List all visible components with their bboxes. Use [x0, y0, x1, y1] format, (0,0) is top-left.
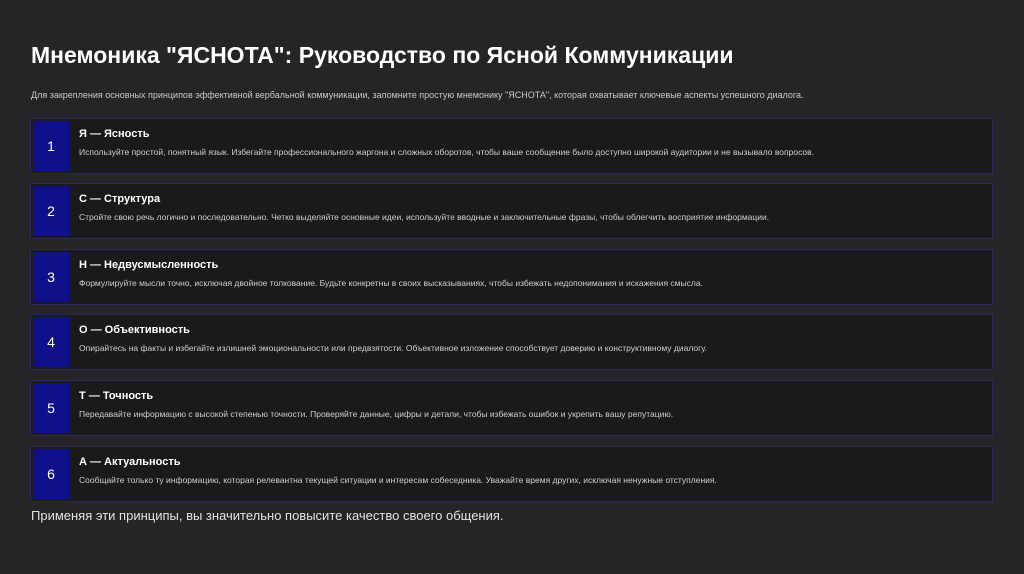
principle-number: 4	[33, 317, 69, 367]
principle-description: Опирайтесь на факты и избегайте излишней эмоциональности или предвзятости. Объективное изложение способствует доверию и конструктивному диалогу.	[79, 343, 707, 353]
principle-description: Передавайте информацию с высокой степенью точности. Проверяйте данные, цифры и детали, чтобы избежать ошибок и укрепить вашу репутацию.	[79, 409, 674, 419]
principle-heading: Н — Недвусмысленность	[79, 259, 219, 271]
principle-item-2	[30, 183, 993, 239]
principle-description: Сообщайте только ту информацию, которая релевантна текущей ситуации и интересам собеседника. Уважайте время других, исключая ненужные отступления.	[79, 475, 717, 485]
intro-text: Для закрепления основных принципов эффективной вербальной коммуникации, запомните простую мнемонику "ЯСНОТА", которая охватывает ключевые аспекты успешного диалога.	[31, 90, 804, 100]
principle-heading: С — Структура	[79, 193, 161, 205]
principle-number: 5	[33, 383, 69, 433]
page-title: Мнемоника "ЯСНОТА": Руководство по Ясной Коммуникации	[31, 42, 734, 68]
principle-number: 3	[33, 252, 69, 302]
principle-heading: А — Актуальность	[79, 456, 181, 468]
principle-item-5	[30, 380, 993, 436]
footer-text: Применяя эти принципы, вы значительно повысите качество своего общения.	[31, 508, 504, 523]
principle-heading: Я — Ясность	[79, 128, 150, 140]
principle-item-1	[30, 118, 993, 174]
principle-number: 1	[33, 121, 69, 171]
principle-number: 2	[33, 186, 69, 236]
principle-description: Формулируйте мысли точно, исключая двойное толкование. Будьте конкретны в своих высказываниях, чтобы избежать недопонимания и искажения смысла.	[79, 278, 703, 288]
principle-heading: Т — Точность	[79, 390, 154, 402]
principle-item-4	[30, 314, 993, 370]
principle-number: 6	[33, 449, 69, 499]
principle-heading: О — Объективность	[79, 324, 190, 336]
principle-item-6	[30, 446, 993, 502]
principle-description: Стройте свою речь логично и последовательно. Четко выделяйте основные идеи, используйте вводные и заключительные фразы, чтобы облегчить восприятие информации.	[79, 212, 770, 222]
principle-description: Используйте простой, понятный язык. Избегайте профессионального жаргона и сложных оборотов, чтобы ваше сообщение было доступно широкой аудитории и не вызывало вопросов.	[79, 147, 815, 157]
principle-item-3	[30, 249, 993, 305]
